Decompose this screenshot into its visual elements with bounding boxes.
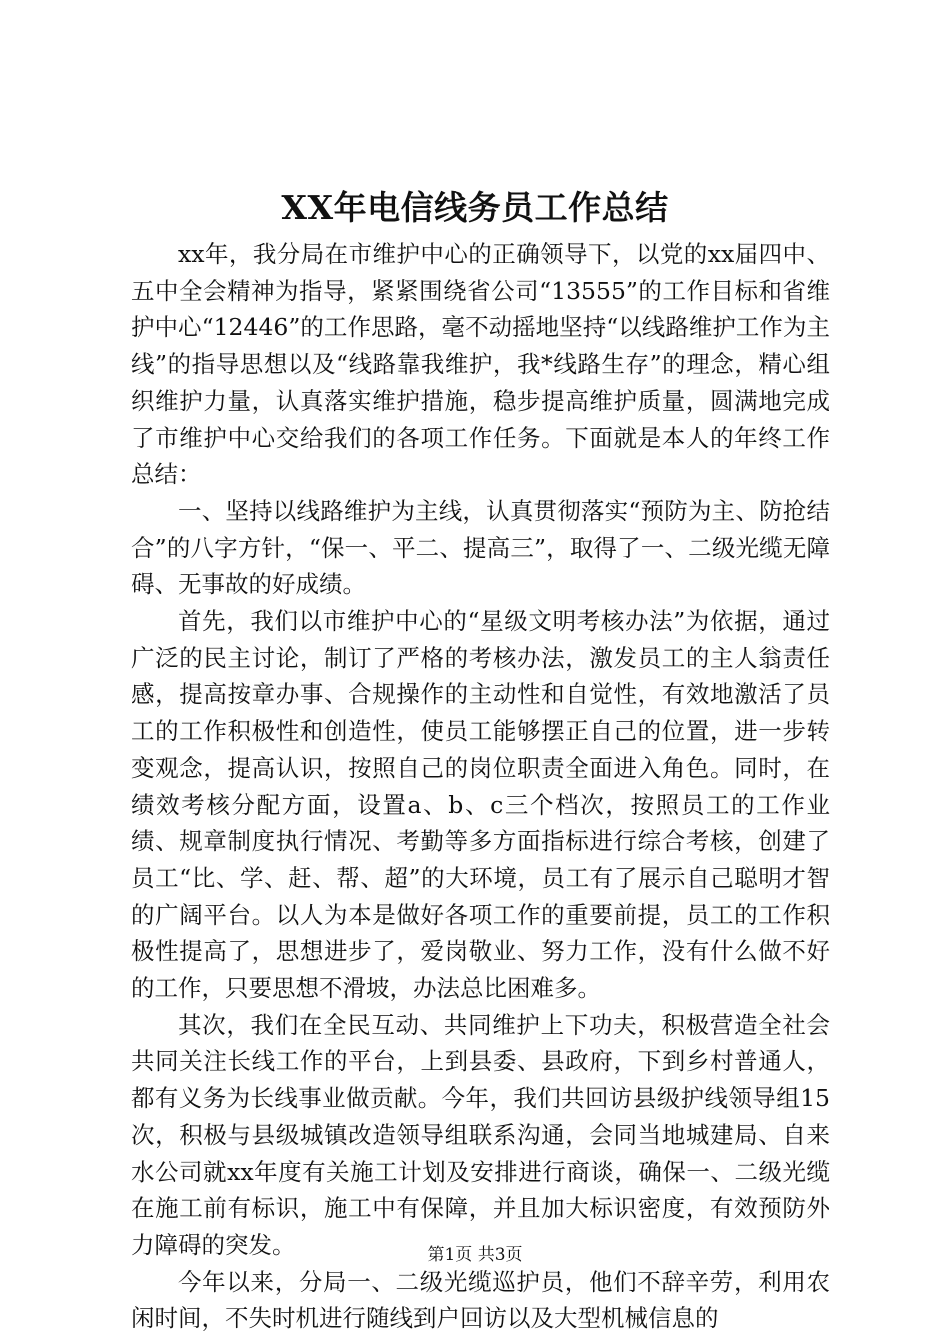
page-number-footer: 第1页 共3页 bbox=[427, 1245, 523, 1265]
paragraph-intro: xx年，我分局在市维护中心的正确领导下，以党的xx届四中、五中全会精神为指导，紧紧围绕省公司“13555”的工作目标和省维护中心“12446”的工作思路，毫不动摇地坚持“以线路维护工作为主线”的指导思想以及“线路靠我维护，我*线路生存”的理念，精心组织维护力量，认真落实维护措施，稳步提高维护质量，圆满地完成了市维护中心交给我们的各项工作任务。下面就是本人的年终工作总结： bbox=[131, 240, 830, 489]
document-title: XX年电信线务员工作总结 bbox=[281, 188, 669, 227]
document-body bbox=[131, 236, 830, 1337]
paragraph-first: 首先，我们以市维护中心的“星级文明考核办法”为依据，通过广泛的民主讨论，制订了严格的考核办法，激发员工的主人翁责任感，提高按章办事、合规操作的主动性和自觉性，有效地激活了员工的工作积极性和创造性，使员工能够摆正自己的位置，进一步转变观念，提高认识，按照自己的岗位职责全面进入角色。同时，在绩效考核分配方面，设置a、b、c三个档次，按照员工的工作业绩、规章制度执行情况、考勤等多方面指标进行综合考核，创建了员工“比、学、赶、帮、超”的大环境，员工有了展示自己聪明才智的广阔平台。以人为本是做好各项工作的重要前提，员工的工作积极性提高了，思想进步了，爱岗敬业、努力工作，没有什么做不好的工作，只要思想不滑坡，办法总比困难多。 bbox=[131, 607, 830, 1003]
paragraph-second: 其次，我们在全民互动、共同维护上下功夫，积极营造全社会共同关注长线工作的平台，上到县委、县政府，下到乡村普通人，都有义务为长线事业做贡献。今年，我们共回访县级护线领导组15次，积极与县级城镇改造领导组联系沟通，会同当地城建局、自来水公司就xx年度有关施工计划及安排进行商谈，确保一、二级光缆在施工前有标识，施工中有保障，并且加大标识密度，有效预防外力障碍的突发。 bbox=[131, 1010, 830, 1259]
paragraph-section-one: 一、坚持以线路维护为主线，认真贯彻落实“预防为主、防抢结合”的八字方针，“保一、平二、提高三”，取得了一、二级光缆无障碍、无事故的好成绩。 bbox=[131, 496, 830, 599]
paragraph-third: 今年以来，分局一、二级光缆巡护员，他们不辞辛劳，利用农闲时间，不失时机进行随线到户回访以及大型机械信息的 bbox=[131, 1267, 830, 1333]
